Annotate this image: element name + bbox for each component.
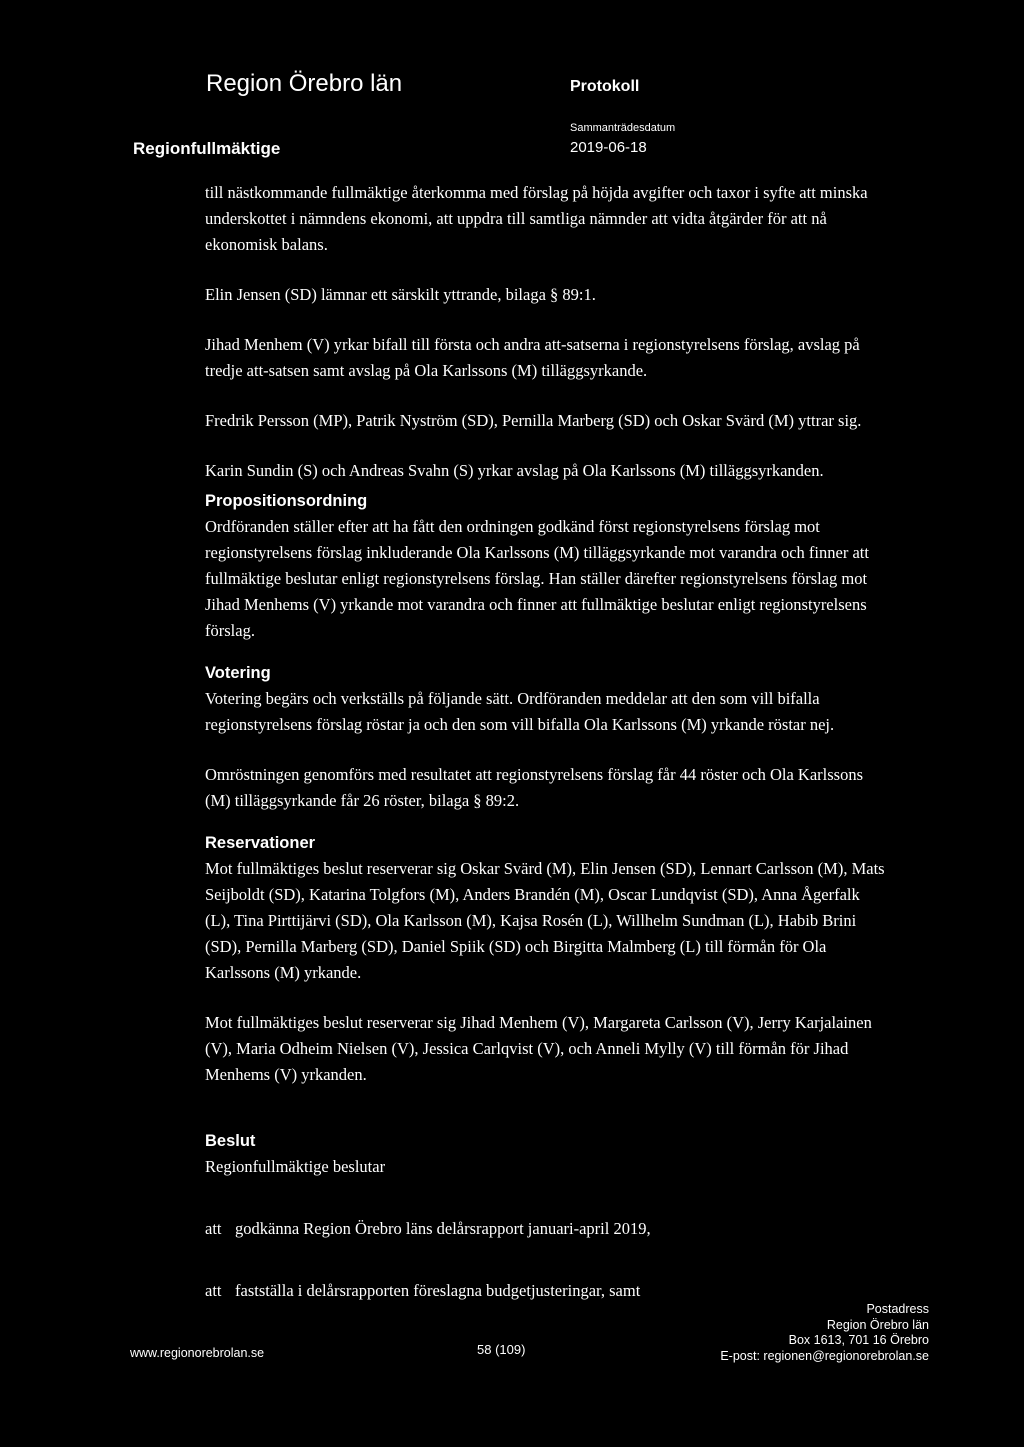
beslut-item — [205, 1216, 885, 1242]
beslut-item — [205, 1278, 885, 1304]
footer-email: E-post: regionen@regionorebrolan.se — [720, 1348, 929, 1363]
att-text: fastställa i delårsrapporten föreslagna budgetjusteringar, samt — [235, 1281, 641, 1300]
date-value: 2019-06-18 — [570, 139, 647, 156]
paragraph-menhem-yrkande: Jihad Menhem (V) yrkar bifall till första och andra att-satserna i regionstyrelsens förslag, avslag på tredje att-satsen samt avslag på Ola Karlssons (M) tilläggsyrkande. — [205, 335, 860, 380]
footer-page-number: 58 (109) — [477, 1342, 526, 1357]
paragraph-beslut-intro: Regionfullmäktige beslutar — [205, 1157, 386, 1176]
heading-votering: Votering — [205, 664, 271, 682]
org-name: Region Örebro län — [206, 70, 403, 97]
paragraph-omrostning: Omröstningen genomförs med resultatet att regionstyrelsens förslag får 44 röster och Ola Karlssons (M) tilläggsyrkande får 26 röster, bilaga § 89:2. — [205, 765, 864, 810]
footer-address-line1: Region Örebro län — [826, 1317, 929, 1332]
heading-propositionsordning: Propositionsordning — [205, 492, 368, 510]
footer-address-line2: Box 1613, 701 16 Örebro — [788, 1333, 929, 1347]
paragraph-yttrar-sig: Fredrik Persson (MP), Patrik Nyström (SD), Pernilla Marberg (SD) och Oskar Svärd (M) yttrar sig. — [205, 411, 862, 430]
doc-type: Protokoll — [570, 78, 640, 95]
paragraph-yttrande: Elin Jensen (SD) lämnar ett särskilt yttrande, bilaga § 89:1. — [205, 285, 596, 304]
body-name: Regionfullmäktige — [133, 139, 281, 158]
heading-reservationer: Reservationer — [205, 834, 316, 852]
date-label: Sammanträdesdatum — [570, 122, 676, 134]
paragraph-votering: Votering begärs och verkställs på följande sätt. Ordföranden meddelar att den som vill bifalla regionstyrelsens förslag röstar ja och den som vill bifalla Ola Karlssons (M) yrkande röstar nej. — [205, 689, 835, 734]
paragraph-propositionsordning: Ordföranden ställer efter att ha fått den ordningen godkänd först regionstyrelsens förslag mot regionstyrelsens förslag inkluderande Ola Karlssons (M) tilläggsyrkande mot varandra och finner att fullmäktige beslutar enligt regionstyrelsens förslag. Han ställer därefter regionstyrelsens förslag mot Jihad Menhems (V) yrkande mot varandra och finner att fullmäktige beslutar enligt regionstyrelsens förslag. — [205, 517, 869, 640]
att-word: att — [205, 1281, 222, 1300]
att-text: godkänna Region Örebro läns delårsrapport januari-april 2019, — [235, 1219, 651, 1238]
heading-beslut: Beslut — [205, 1132, 256, 1150]
footer-website: www.regionorebrolan.se — [130, 1346, 265, 1360]
paragraph-budget: till nästkommande fullmäktige återkomma med förslag på höjda avgifter och taxor i syfte att minska underskottet i nämndens ekonomi, att uppdra till samtliga nämnder att vidta åtgärder för att nå ekonomisk balans. — [205, 183, 868, 254]
att-word: att — [205, 1219, 222, 1238]
document-body — [205, 180, 885, 1304]
footer-address — [720, 1302, 929, 1364]
paragraph-sundin-yrkande: Karin Sundin (S) och Andreas Svahn (S) yrkar avslag på Ola Karlssons (M) tilläggsyrkanden. — [205, 461, 824, 480]
paragraph-reservation-1: Mot fullmäktiges beslut reserverar sig Oskar Svärd (M), Elin Jensen (SD), Lennart Carlsson (M), Mats Seijboldt (SD), Katarina Tolgfors (M), Anders Brandén (M), Oscar Lundqvist (SD), Anna Ågerfalk (L), Tina Pirttijärvi (SD), Ola Karlsson (M), Kajsa Rosén (L), Willhelm Sundman (L), Habib Brini (SD), Pernilla Marberg (SD), Daniel Spiik (SD) och Birgitta Malmberg (L) till förmån för Ola Karlssons (M) yrkande. — [205, 859, 885, 982]
paragraph-reservation-2: Mot fullmäktiges beslut reserverar sig Jihad Menhem (V), Margareta Carlsson (V), Jerry Karjalainen (V), Maria Odheim Nielsen (V), Jessica Carlqvist (V), och Anneli Mylly (V) till förmån för Jihad Menhems (V) yrkanden. — [205, 1013, 872, 1084]
footer-address-label: Postadress — [866, 1302, 929, 1316]
